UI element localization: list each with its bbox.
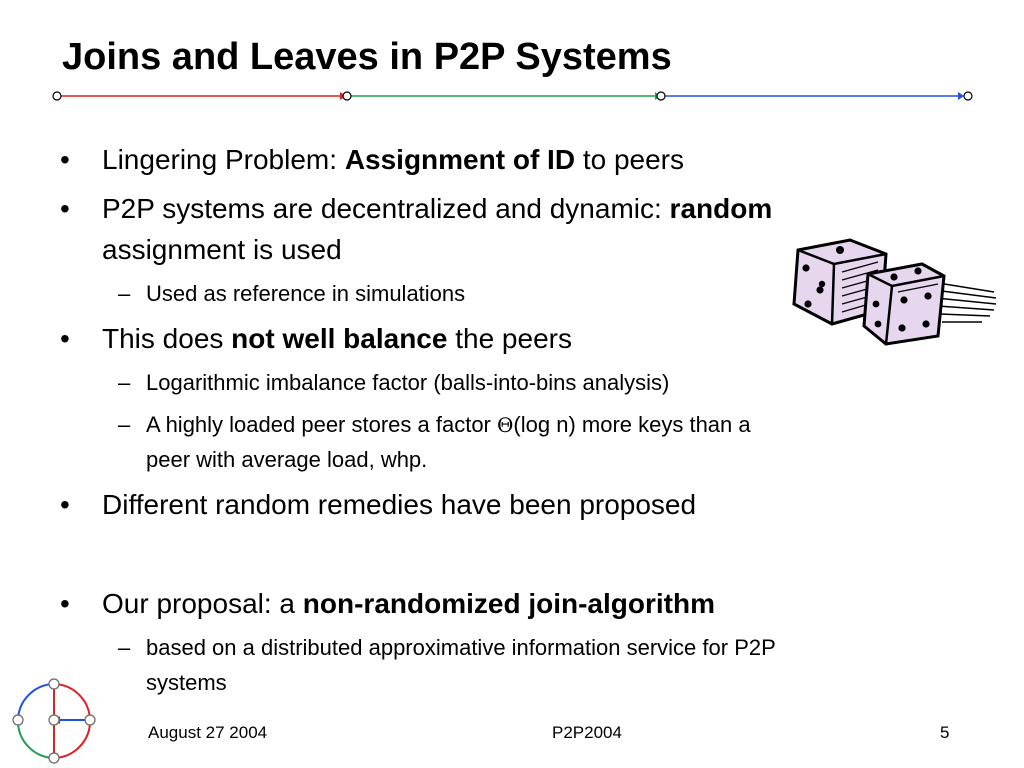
sub-bullet-text: (log n) more keys than a xyxy=(513,412,751,437)
bullet-emphasis: not well balance xyxy=(231,323,448,354)
bullet-text: assignment is used xyxy=(102,234,342,265)
p2p-ring-logo-icon xyxy=(10,678,100,764)
slide-title: Joins and Leaves in P2P Systems xyxy=(62,36,672,78)
bullet-text: Our proposal: a xyxy=(102,588,303,619)
dash-marker: – xyxy=(118,412,131,437)
dash-marker: – xyxy=(118,370,131,395)
bullet-marker: • xyxy=(60,193,70,224)
bullet-marker: • xyxy=(60,323,70,354)
sub-bullet-text: A highly loaded peer stores a factor xyxy=(146,412,497,437)
sub-bullet-text: Used as reference in simulations xyxy=(146,281,466,306)
dice-icon xyxy=(782,232,1002,352)
bullet-text: Different random remedies have been proposed xyxy=(102,489,697,520)
footer-page-number: 5 xyxy=(940,723,950,742)
sub-bullet-text: systems xyxy=(146,670,227,695)
bullet-text: to peers xyxy=(575,144,684,175)
bullet-emphasis: non-randomized join-algorithm xyxy=(302,588,715,619)
dash-marker: – xyxy=(118,635,131,660)
footer-conference: P2P2004 xyxy=(552,723,622,742)
dash-marker: – xyxy=(118,281,131,306)
footer-date: August 27 2004 xyxy=(148,723,268,742)
bullet-text: Lingering Problem: xyxy=(102,144,345,175)
bullet-emphasis: Assignment of ID xyxy=(344,144,576,175)
bullet-text: P2P systems are decentralized and dynamic: xyxy=(102,193,670,224)
sub-bullet-text: Logarithmic imbalance factor (balls-into-bins analysis) xyxy=(146,370,670,395)
bullet-emphasis: random xyxy=(669,193,773,224)
sub-bullet-text: peer with average load, whp. xyxy=(146,447,428,472)
bullet-marker: • xyxy=(60,489,70,520)
bullet-text: the peers xyxy=(447,323,572,354)
bullet-text: This does xyxy=(102,323,232,354)
bullet-marker: • xyxy=(60,144,70,175)
theta-symbol: Θ xyxy=(497,413,514,437)
bullet-marker: • xyxy=(60,588,70,619)
sub-bullet-text: based on a distributed approximative information service for P2P xyxy=(146,635,776,660)
